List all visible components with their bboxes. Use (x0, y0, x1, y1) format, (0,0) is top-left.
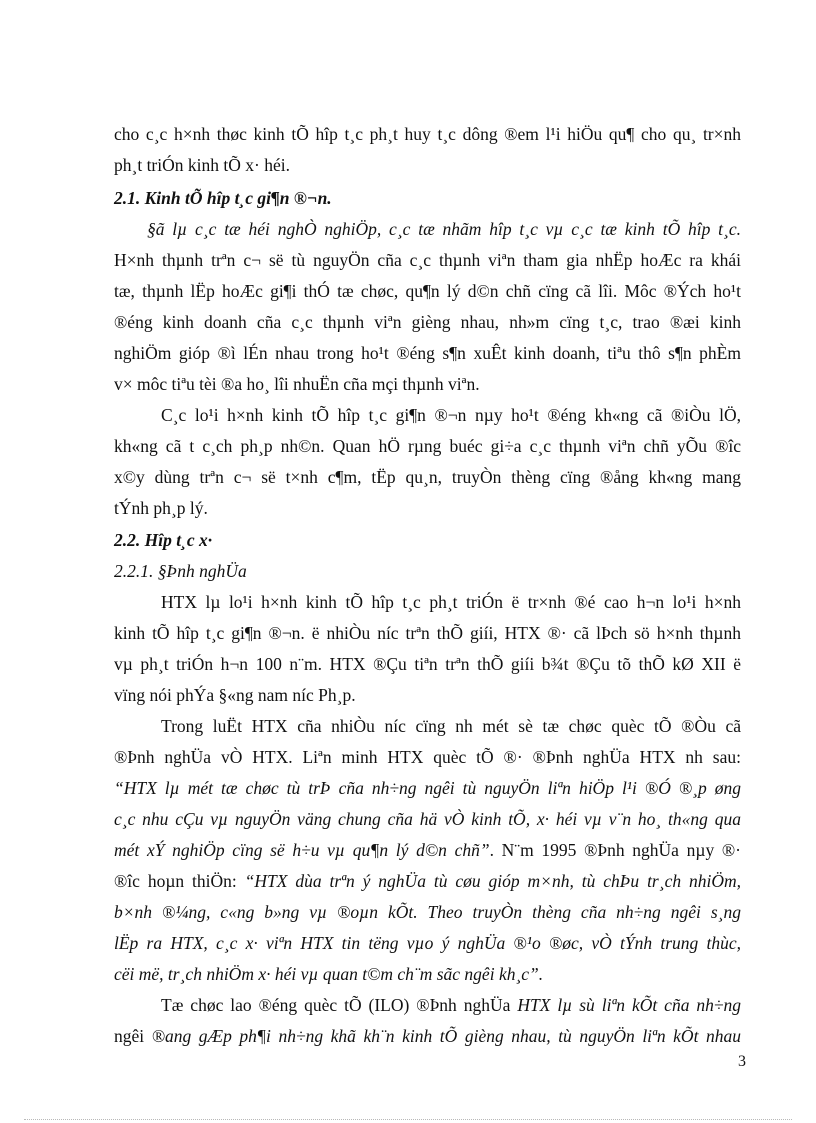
body-text-line: vµ ph¸t triÓn h¬n 100 n¨m. HTX ®Çu tiªn trªn thÕ giíi b¾t ®Çu tõ thÕ kØ XII ë (114, 654, 741, 674)
quote-text: ®ang gÆp ph¶i nh÷ng khã kh¨n kinh tÕ gièng nhau, tù nguyÖn liªn kÕt nhau (151, 1026, 741, 1046)
body-text-line: kh«ng cã t c¸ch ph¸p nh©n. Quan hÖ rµng buéc gi÷a c¸c thµnh viªn chñ yÕu ®îc (114, 436, 741, 456)
body-text-line: tæ, thµnh lËp hoÆc gi¶i thÓ tæ chøc, qu¶n lý d©n chñ cïng cã lîi. Môc ®Ých ho¹t (114, 281, 741, 301)
body-text-line: C¸c lo¹i h×nh kinh tÕ hîp t¸c gi¶n ®¬n nµy ho¹t ®éng kh«ng cã ®iÒu lÖ, (161, 405, 741, 425)
body-text-line: tÝnh ph¸p lý. (114, 498, 208, 518)
body-text-line: ph¸t triÓn kinh tÕ x· héi. (114, 155, 290, 175)
body-text-line: ®Þnh nghÜa vÒ HTX. Liªn minh HTX quèc tÕ ®· ®Þnh nghÜa HTX nh sau: (114, 747, 741, 767)
page-bottom-divider (24, 1119, 792, 1120)
body-text-line: cho c¸c h×nh thøc kinh tÕ hîp t¸c ph¸t huy t¸c dông ®em l¹i hiÖu qu¶ cho qu¸ tr×nh (114, 124, 741, 144)
body-text-line: Trong luËt HTX cña nhiÒu níc cïng nh mét sè tæ chøc quèc tÕ ®Òu cã (161, 716, 741, 736)
body-text-line: HTX lµ lo¹i h×nh kinh tÕ hîp t¸c ph¸t triÓn ë tr×nh ®é cao h¬n lo¹i h×nh (161, 592, 741, 612)
body-text: Tæ chøc lao ®éng quèc tÕ (ILO) ®Þnh nghÜa (161, 995, 518, 1015)
body-text-line: §ã lµ c¸c tæ héi nghÒ nghiÖp, c¸c tæ nhãm hîp t¸c vµ c¸c tæ kinh tÕ hîp t¸c. (147, 219, 741, 239)
body-text-line: “HTX lµ mét tæ chøc tù trÞ cña nh÷ng ngêi tù nguyÖn liªn hiÖp l¹i ®Ó ®¸p øng (114, 778, 741, 798)
body-text-line (114, 838, 741, 862)
body-text-line: ®éng kinh doanh cña c¸c thµnh viªn gièng nhau, nh»m cïng t¸c, trao ®æi kinh (114, 312, 741, 332)
body-text-line: b×nh ®¼ng, c«ng b»ng vµ ®oµn kÕt. Theo truyÒn thèng cña nh÷ng ngêi s¸ng (114, 902, 741, 922)
body-text-line (161, 993, 741, 1017)
body-text-line: c¸c nhu cÇu vµ nguyÖn väng chung cña hä vÒ kinh tÕ, x· héi vµ v¨n ho¸ th«ng qua (114, 809, 741, 829)
body-text-line (114, 869, 741, 893)
body-text: ®îc hoµn thiÖn: (114, 871, 245, 891)
body-text-line (114, 1024, 741, 1048)
body-text-line: cëi më, tr¸ch nhiÖm x· héi vµ quan t©m ch¨m sãc ngêi kh¸c”. (114, 964, 544, 984)
body-text-line: vïng nói phÝa §«ng nam níc Ph¸p. (114, 685, 356, 705)
quote-text: “HTX dùa trªn ý nghÜa tù cøu gióp m×nh, tù chÞu tr¸ch nhiÖm, (244, 871, 741, 891)
body-text: ngêi (114, 1026, 152, 1046)
body-text-line: H×nh thµnh trªn c¬ së tù nguyÖn cña c¸c thµnh viªn tham gia nhËp hoÆc ra khái (114, 250, 741, 270)
body-text-line: v× môc tiªu tèi ®a ho¸ lîi nhuËn cña mçi thµnh viªn. (114, 374, 480, 394)
body-text-line: kinh tÕ hîp t¸c gi¶n ®¬n. ë nhiÒu níc trªn thÕ giíi, HTX ®· cã lÞch sö h×nh thµnh (114, 623, 741, 643)
subsection-heading-2-2-1: 2.2.1. §Þnh nghÜa (114, 561, 247, 581)
quote-text: HTX lµ sù liªn kÕt cña nh÷ng (517, 995, 741, 1015)
section-heading-2-2: 2.2. Hîp t¸c x· (114, 530, 213, 550)
body-text-line: x©y dùng trªn c¬ së t×nh c¶m, tËp qu¸n, truyÒn thèng cïng ®ång kh«ng mang (114, 467, 741, 487)
section-heading-2-1: 2.1. Kinh tÕ hîp t¸c gi¶n ®¬n. (114, 188, 332, 208)
body-text-line: nghiÖm gióp ®ì lÉn nhau trong ho¹t ®éng s¶n xuÊt kinh doanh, tiªu thô s¶n phÈm (114, 343, 741, 363)
body-text-line: lËp ra HTX, c¸c x· viªn HTX tin tëng vµo ý nghÜa ®¹o ®øc, vÒ tÝnh trung thùc, (114, 933, 741, 953)
quote-text: mét xÝ nghiÖp cïng së h÷u vµ qu¶n lý d©n chñ” (114, 840, 490, 860)
page-number: 3 (738, 1053, 746, 1070)
body-text: . N¨m 1995 ®Þnh nghÜa nµy ®· (489, 840, 742, 860)
